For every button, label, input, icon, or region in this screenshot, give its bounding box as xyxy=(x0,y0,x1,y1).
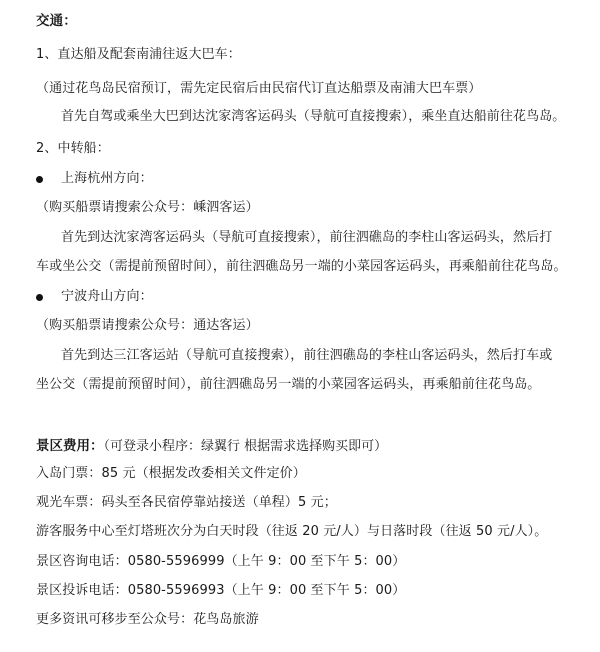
section2-title: 2、中转船： xyxy=(36,141,110,156)
route-ningbo-zhoushan-name: 宁波舟山方向： xyxy=(61,289,153,304)
fee-item-complaint-phone: 景区投诉电话：0580-5596993（上午 9：00 至下午 5：00） xyxy=(36,583,406,598)
fee-item-shuttle-ticket: 观光车票：码头至各民宿停靠站接送（单程）5 元； xyxy=(36,495,337,510)
route-shanghai-hangzhou-note: （购买船票请搜索公众号：嵊泗客运） xyxy=(36,200,259,215)
route-shanghai-hangzhou-body-line1: 首先到达沈家湾客运码头（导航可直接搜索），前往泗礁岛的李柱山客运码头，然后打 xyxy=(61,230,553,245)
fees-heading-note: （可登录小程序：绿翼行 根据需求选择购买即可） xyxy=(103,439,388,454)
fee-item-official-account: 更多资讯可移步至公众号：花鸟岛旅游 xyxy=(36,612,259,627)
route-ningbo-zhoushan-body-line1: 首先到达三江客运站（导航可直接搜索），前往泗礁岛的李柱山客运码头，然后打车或 xyxy=(61,348,553,363)
section1-note: （通过花鸟岛民宿预订，需先定民宿后由民宿代订直达船票及南浦大巴车票） xyxy=(36,81,482,96)
section1-title: 1、直达船及配套南浦往返大巴车： xyxy=(36,47,241,62)
fees-heading-row xyxy=(36,436,387,456)
route-ningbo-zhoushan-note: （购买船票请搜索公众号：通达客运） xyxy=(36,318,259,333)
section1-body: 首先自驾或乘坐大巴到达沈家湾客运码头（导航可直接搜索），乘坐直达船前往花鸟岛。 xyxy=(61,109,566,124)
fee-item-entry-ticket: 入岛门票：85 元（根据发改委相关文件定价） xyxy=(36,466,306,481)
bullet-icon xyxy=(36,294,43,301)
fees-heading: 景区费用： xyxy=(36,438,104,454)
fee-item-consult-phone: 景区咨询电话：0580-5596999（上午 9：00 至下午 5：00） xyxy=(36,554,406,569)
route-ningbo-zhoushan-body-line2: 坐公交（需提前预留时间），前往泗礁岛另一端的小菜园客运码头，再乘船前往花鸟岛。 xyxy=(36,377,541,392)
route-shanghai-hangzhou-name: 上海杭州方向： xyxy=(61,171,153,186)
transport-heading: 交通： xyxy=(36,13,77,29)
route-shanghai-hangzhou-body-line2: 车或坐公交（需提前预留时间），前往泗礁岛另一端的小菜园客运码头，再乘船前往花鸟岛。 xyxy=(36,259,567,274)
bullet-icon xyxy=(36,176,43,183)
fee-item-lighthouse-shuttle: 游客服务中心至灯塔班次分为白天时段（往返 20 元/人）与日落时段（往返 50 元/人）。 xyxy=(36,524,548,539)
